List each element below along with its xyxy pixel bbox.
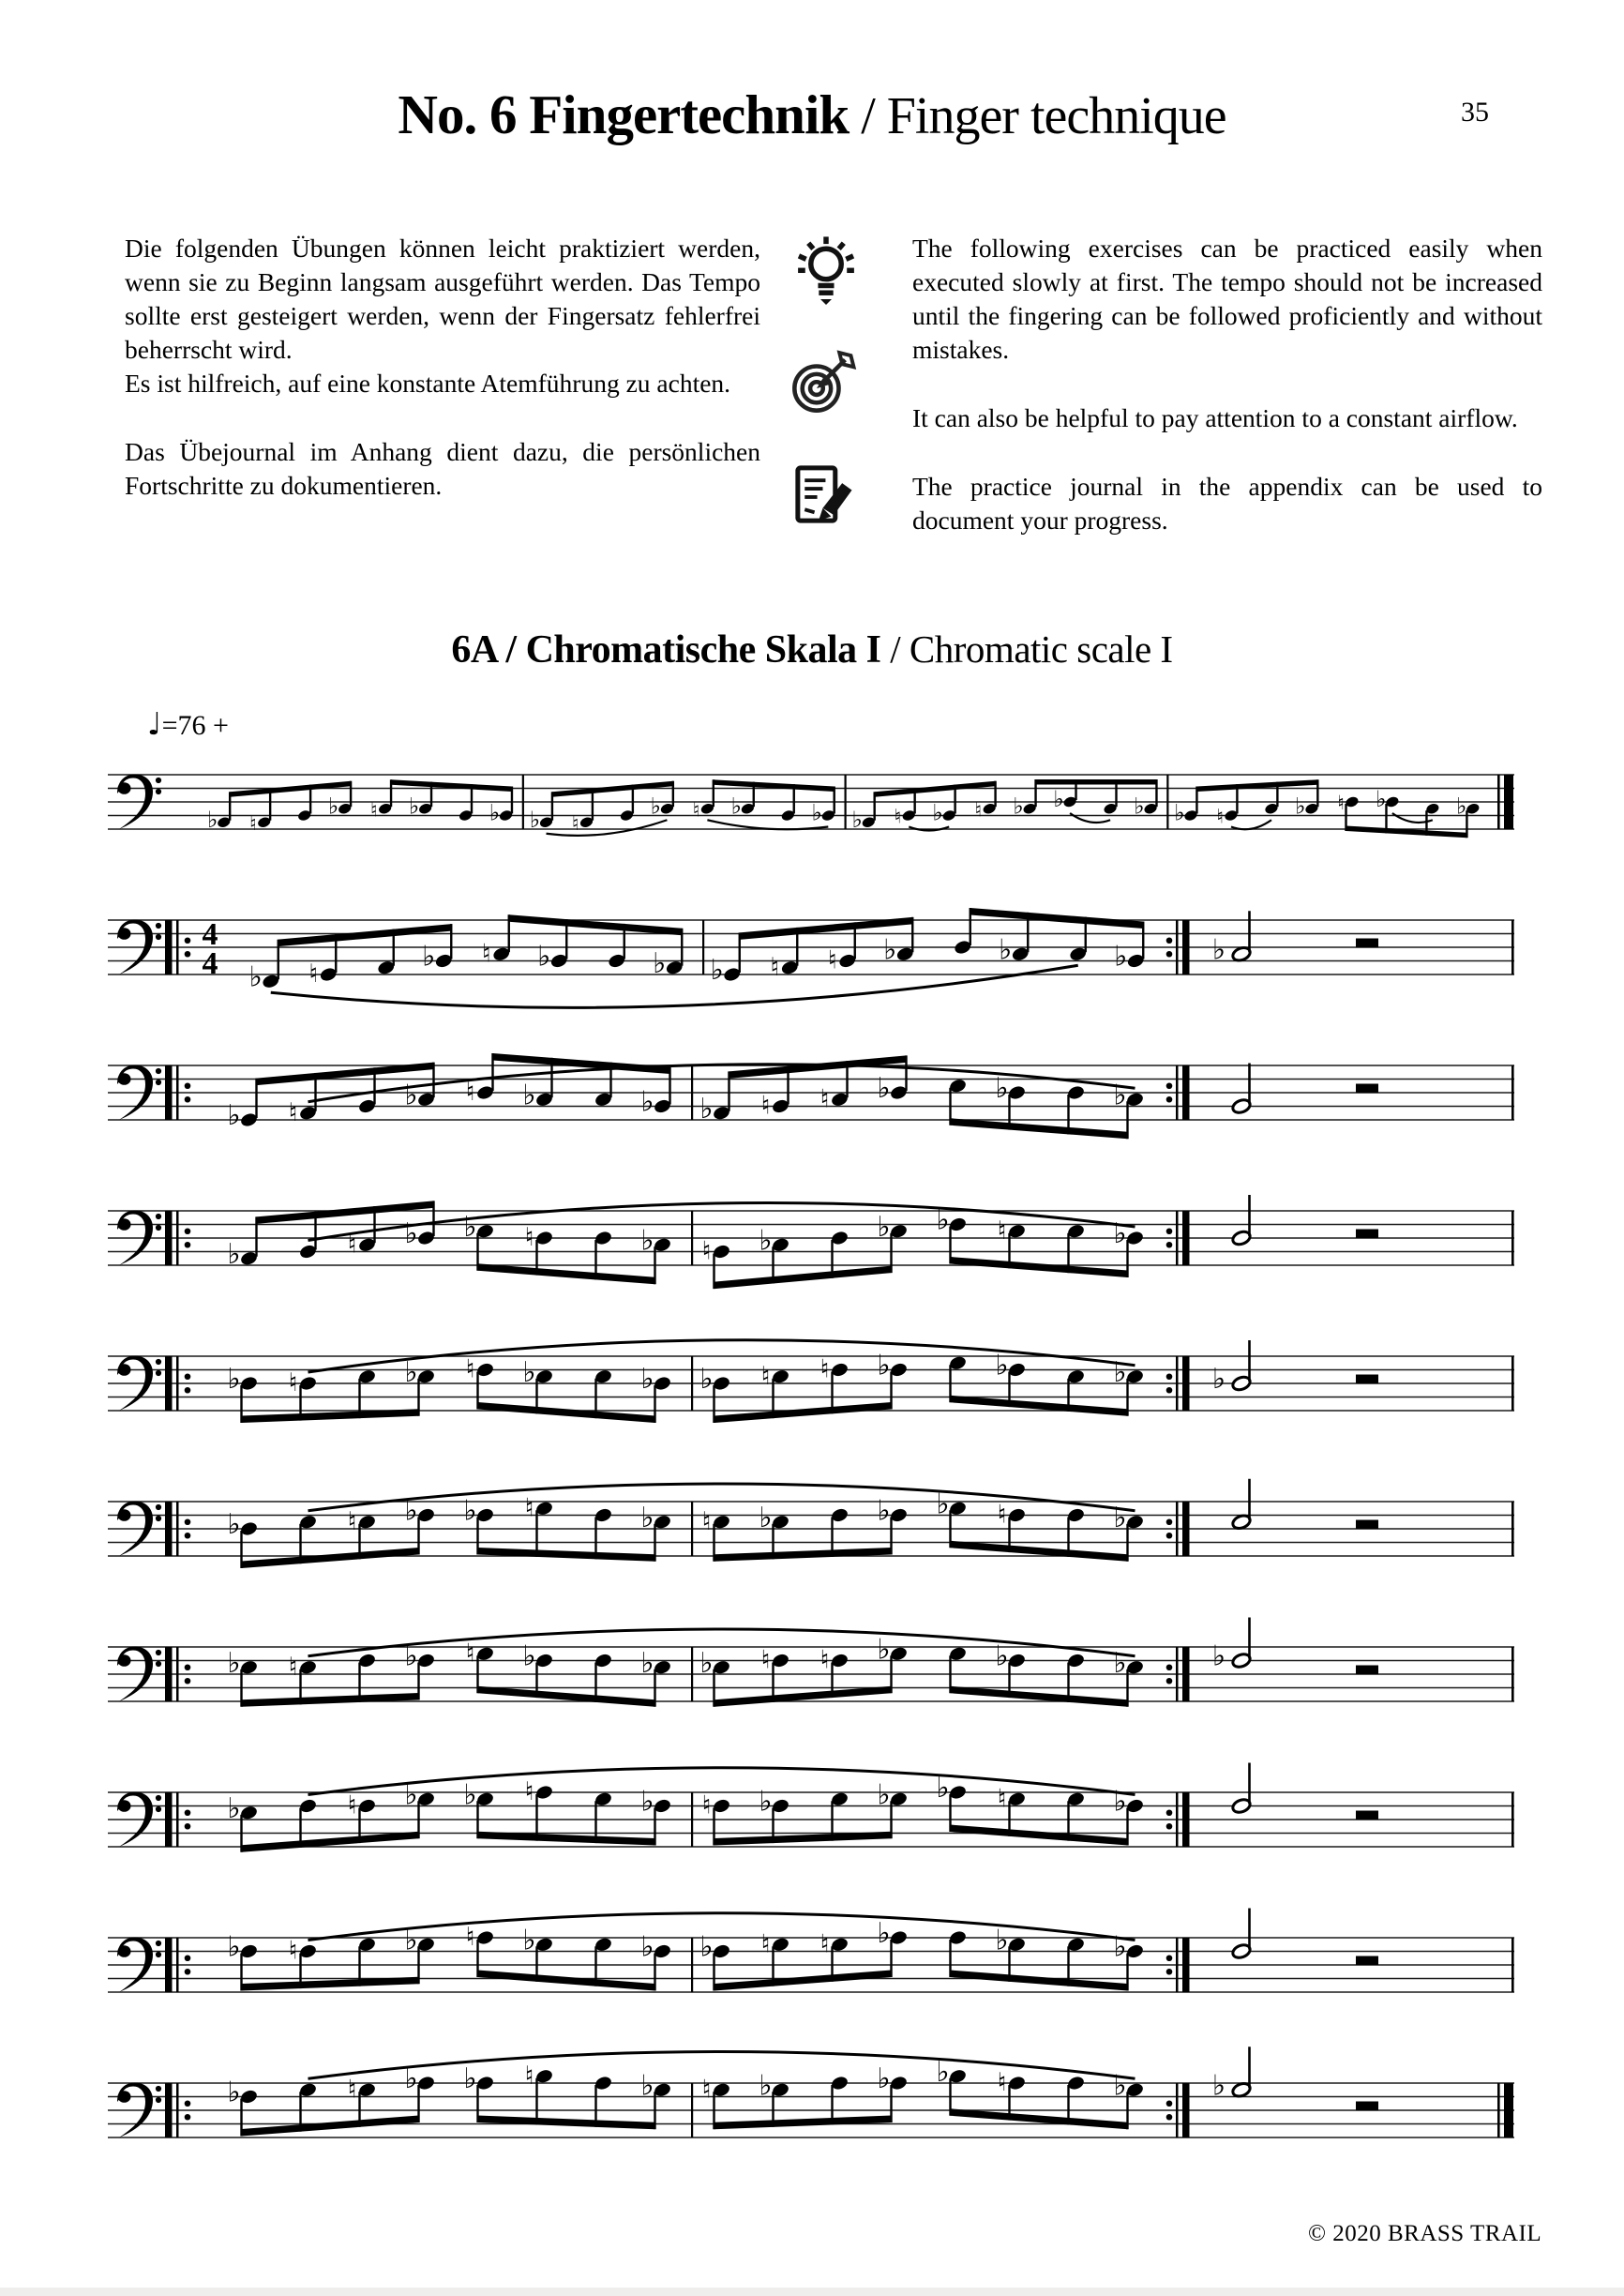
svg-text:♭: ♭ bbox=[1295, 793, 1306, 820]
svg-text:♭: ♭ bbox=[759, 1224, 773, 1258]
svg-text:♮: ♮ bbox=[820, 1354, 830, 1384]
svg-text:♭: ♭ bbox=[759, 2069, 773, 2103]
svg-text:♮: ♮ bbox=[288, 1368, 298, 1397]
svg-text:♭: ♭ bbox=[640, 1785, 654, 1819]
svg-text:♭: ♭ bbox=[936, 1203, 950, 1237]
svg-text:♮: ♮ bbox=[997, 1500, 1007, 1530]
staff-2 bbox=[108, 908, 1514, 1007]
quarter-note-icon: ♩ bbox=[147, 705, 162, 742]
svg-text:♮: ♮ bbox=[465, 1923, 475, 1952]
page-number: 35 bbox=[1461, 97, 1489, 128]
svg-text:♮: ♮ bbox=[288, 1936, 298, 1966]
svg-text:♭: ♭ bbox=[463, 1210, 477, 1244]
svg-text:♭: ♭ bbox=[404, 1217, 418, 1250]
svg-text:♭: ♭ bbox=[404, 2062, 418, 2095]
svg-text:♮: ♮ bbox=[701, 2075, 712, 2105]
page-edge bbox=[0, 2288, 1624, 2296]
svg-text:♭: ♭ bbox=[404, 1639, 418, 1673]
svg-text:♮: ♮ bbox=[997, 1216, 1007, 1246]
svg-text:♭: ♭ bbox=[227, 1508, 241, 1541]
svg-text:♭: ♭ bbox=[1113, 1501, 1127, 1534]
svg-text:♮: ♮ bbox=[820, 1084, 830, 1114]
svg-text:♭: ♭ bbox=[877, 1072, 891, 1105]
staff-1 bbox=[108, 775, 1514, 838]
svg-text:♮: ♮ bbox=[701, 1506, 712, 1536]
svg-text:♭: ♭ bbox=[227, 2076, 241, 2109]
svg-text:♭: ♭ bbox=[710, 954, 724, 987]
staff-10 bbox=[108, 2047, 1514, 2137]
svg-text:♭: ♭ bbox=[463, 2062, 477, 2095]
svg-text:♭: ♭ bbox=[759, 1501, 773, 1534]
svg-text:♭: ♭ bbox=[936, 2055, 950, 2089]
svg-text:♭: ♭ bbox=[404, 1494, 418, 1528]
german-paragraph: Die folgenden Übungen können leicht praktiziert werden, wenn sie zu Beginn langsam ausgeführt werden. Das Tempo sollte erst gesteigert werden, wenn der Fingersatz fehlerfrei beherrscht wird. bbox=[125, 234, 760, 364]
svg-text:♭: ♭ bbox=[640, 1224, 654, 1258]
svg-text:♭: ♭ bbox=[877, 1349, 891, 1382]
english-paragraph: The practice journal in the appendix can be used to document your progress. bbox=[912, 472, 1542, 535]
svg-text:♮: ♮ bbox=[701, 1236, 712, 1266]
svg-text:♮: ♮ bbox=[465, 1078, 475, 1107]
svg-text:♭: ♭ bbox=[227, 1099, 241, 1132]
svg-text:♭: ♭ bbox=[227, 1791, 241, 1825]
svg-text:♮: ♮ bbox=[465, 1354, 475, 1384]
svg-text:♭: ♭ bbox=[640, 1363, 654, 1396]
svg-text:♭: ♭ bbox=[463, 1494, 477, 1528]
svg-text:♭: ♭ bbox=[489, 799, 501, 826]
svg-text:♭: ♭ bbox=[995, 1639, 1009, 1673]
svg-text:♭: ♭ bbox=[463, 1778, 477, 1812]
svg-text:♮: ♮ bbox=[1337, 792, 1345, 814]
svg-text:♭: ♭ bbox=[422, 940, 436, 974]
svg-text:♭: ♭ bbox=[877, 1494, 891, 1528]
staff-7 bbox=[108, 1618, 1514, 1707]
staff-6 bbox=[108, 1479, 1514, 1568]
svg-text:♭: ♭ bbox=[1211, 1639, 1226, 1673]
svg-text:♮: ♮ bbox=[701, 1790, 712, 1820]
staff-5 bbox=[108, 1340, 1514, 1423]
svg-text:♮: ♮ bbox=[481, 939, 491, 969]
svg-text:♭: ♭ bbox=[640, 1930, 654, 1964]
staff-9 bbox=[108, 1909, 1514, 1993]
svg-text:♭: ♭ bbox=[522, 1924, 536, 1957]
svg-text:♮: ♮ bbox=[524, 1493, 534, 1523]
svg-text:♭: ♭ bbox=[408, 793, 420, 820]
svg-text:♭: ♭ bbox=[877, 1633, 891, 1667]
svg-text:♭: ♭ bbox=[1113, 1217, 1127, 1250]
staff-3 bbox=[108, 1053, 1514, 1139]
svg-text:♭: ♭ bbox=[1376, 786, 1387, 812]
svg-text:♭: ♭ bbox=[1113, 1646, 1127, 1680]
svg-text:♮: ♮ bbox=[288, 1097, 298, 1127]
svg-text:♭: ♭ bbox=[995, 1924, 1009, 1957]
svg-text:♭: ♭ bbox=[1113, 1079, 1127, 1112]
svg-text:♮: ♮ bbox=[524, 1777, 534, 1806]
svg-text:♭: ♭ bbox=[1013, 793, 1024, 820]
svg-text:4: 4 bbox=[202, 946, 218, 981]
svg-text:♭: ♭ bbox=[1113, 1355, 1127, 1389]
svg-text:♭: ♭ bbox=[995, 1072, 1009, 1105]
svg-text:♭: ♭ bbox=[522, 1079, 536, 1112]
german-paragraph: Es ist hilfreich, auf eine konstante Atemführung zu achten. bbox=[125, 369, 731, 398]
exercise-heading-german: 6A / Chromatische Skala I bbox=[451, 628, 881, 672]
svg-text:♮: ♮ bbox=[760, 1361, 771, 1391]
german-paragraph: Das Übejournal im Anhang dient dazu, die persönlichen Fortschritte zu dokumentieren. bbox=[125, 437, 760, 500]
svg-text:♭: ♭ bbox=[699, 1646, 714, 1680]
svg-text:♮: ♮ bbox=[827, 945, 837, 975]
svg-text:♭: ♭ bbox=[811, 799, 822, 826]
svg-text:♮: ♮ bbox=[347, 1230, 357, 1260]
svg-text:♮: ♮ bbox=[248, 811, 257, 835]
svg-text:♮: ♮ bbox=[347, 1790, 357, 1820]
svg-text:♮: ♮ bbox=[770, 952, 780, 982]
svg-text:♮: ♮ bbox=[571, 811, 579, 835]
svg-text:♭: ♭ bbox=[999, 933, 1013, 967]
svg-text:♮: ♮ bbox=[308, 959, 319, 989]
tempo-value: =76 + bbox=[161, 710, 229, 741]
svg-text:♮: ♮ bbox=[820, 1645, 830, 1675]
svg-text:♭: ♭ bbox=[522, 1639, 536, 1673]
svg-text:♭: ♭ bbox=[1113, 2069, 1127, 2103]
svg-text:♭: ♭ bbox=[640, 1501, 654, 1534]
copyright-footer: © 2020 BRASS TRAIL bbox=[1308, 2221, 1542, 2246]
page-title-english: / Finger technique bbox=[849, 87, 1226, 145]
svg-text:♭: ♭ bbox=[1113, 1930, 1127, 1964]
exercise-heading-english: / Chromatic scale I bbox=[880, 627, 1173, 671]
svg-text:♭: ♭ bbox=[227, 1646, 241, 1680]
svg-text:♭: ♭ bbox=[1456, 793, 1467, 820]
svg-text:♮: ♮ bbox=[760, 1929, 771, 1959]
svg-text:♭: ♭ bbox=[207, 806, 218, 833]
svg-text:♮: ♮ bbox=[465, 1639, 475, 1669]
svg-text:♭: ♭ bbox=[699, 1363, 714, 1396]
svg-text:♮: ♮ bbox=[997, 2068, 1007, 2097]
svg-text:♭: ♭ bbox=[1053, 786, 1064, 812]
svg-text:4: 4 bbox=[202, 917, 218, 952]
svg-text:♭: ♭ bbox=[248, 960, 263, 994]
svg-text:♭: ♭ bbox=[328, 793, 339, 820]
svg-text:♭: ♭ bbox=[877, 1778, 891, 1812]
svg-text:♮: ♮ bbox=[369, 798, 378, 822]
svg-text:♭: ♭ bbox=[877, 1210, 891, 1244]
svg-text:♭: ♭ bbox=[851, 806, 863, 833]
svg-text:♮: ♮ bbox=[760, 1091, 771, 1121]
svg-text:♭: ♭ bbox=[227, 1930, 241, 1964]
svg-text:♮: ♮ bbox=[524, 2061, 534, 2091]
svg-text:♮: ♮ bbox=[760, 1645, 771, 1675]
svg-text:♮: ♮ bbox=[997, 1784, 1007, 1814]
svg-text:♭: ♭ bbox=[650, 793, 662, 820]
svg-text:♭: ♭ bbox=[936, 1488, 950, 1521]
svg-text:♭: ♭ bbox=[227, 1363, 241, 1396]
svg-text:♭: ♭ bbox=[932, 799, 943, 826]
svg-text:♭: ♭ bbox=[1174, 799, 1185, 826]
svg-text:♭: ♭ bbox=[877, 2062, 891, 2095]
svg-text:♭: ♭ bbox=[1211, 2069, 1226, 2103]
svg-text:♮: ♮ bbox=[347, 1506, 357, 1536]
svg-text:♭: ♭ bbox=[537, 940, 551, 974]
svg-text:♭: ♭ bbox=[883, 933, 897, 967]
svg-text:♮: ♮ bbox=[974, 798, 982, 822]
svg-text:♭: ♭ bbox=[404, 1778, 418, 1812]
svg-text:♮: ♮ bbox=[894, 805, 902, 828]
svg-text:♭: ♭ bbox=[1211, 933, 1226, 967]
svg-text:♭: ♭ bbox=[1134, 793, 1145, 820]
svg-text:♮: ♮ bbox=[347, 2075, 357, 2105]
svg-text:♭: ♭ bbox=[404, 1924, 418, 1957]
english-paragraph: The following exercises can be practiced easily when executed slowly at first. The tempo should not be increased until the fingering can be followed proficiently and without mistakes. bbox=[912, 234, 1542, 364]
page-title-german: No. 6 Fingertechnik bbox=[398, 83, 850, 145]
svg-text:♭: ♭ bbox=[699, 1092, 714, 1125]
svg-text:♭: ♭ bbox=[699, 1930, 714, 1964]
svg-text:♮: ♮ bbox=[1216, 805, 1224, 828]
svg-text:♭: ♭ bbox=[1113, 1785, 1127, 1819]
svg-text:♮: ♮ bbox=[288, 1652, 298, 1682]
svg-text:♭: ♭ bbox=[936, 1772, 950, 1805]
svg-text:♮: ♮ bbox=[524, 1223, 534, 1252]
svg-text:♮: ♮ bbox=[820, 1929, 830, 1959]
svg-text:♭: ♭ bbox=[529, 806, 541, 833]
staff-8 bbox=[108, 1763, 1514, 1852]
svg-text:♭: ♭ bbox=[404, 1079, 418, 1112]
svg-text:♭: ♭ bbox=[404, 1355, 418, 1389]
svg-text:♭: ♭ bbox=[995, 1349, 1009, 1382]
svg-text:♮: ♮ bbox=[692, 798, 700, 822]
svg-text:♭: ♭ bbox=[1114, 940, 1128, 974]
svg-text:♭: ♭ bbox=[877, 1917, 891, 1950]
svg-text:♭: ♭ bbox=[640, 1085, 654, 1119]
svg-text:♭: ♭ bbox=[759, 1785, 773, 1819]
svg-text:♭: ♭ bbox=[730, 793, 743, 820]
svg-text:♭: ♭ bbox=[227, 1237, 241, 1271]
english-paragraph: It can also be helpful to pay attention to a constant airflow. bbox=[912, 403, 1518, 432]
svg-text:♭: ♭ bbox=[653, 946, 667, 980]
svg-text:♭: ♭ bbox=[522, 1355, 536, 1389]
staff-4 bbox=[108, 1195, 1514, 1289]
svg-text:♭: ♭ bbox=[640, 2069, 654, 2103]
svg-text:♭: ♭ bbox=[640, 1646, 654, 1680]
svg-text:♭: ♭ bbox=[1211, 1363, 1226, 1396]
